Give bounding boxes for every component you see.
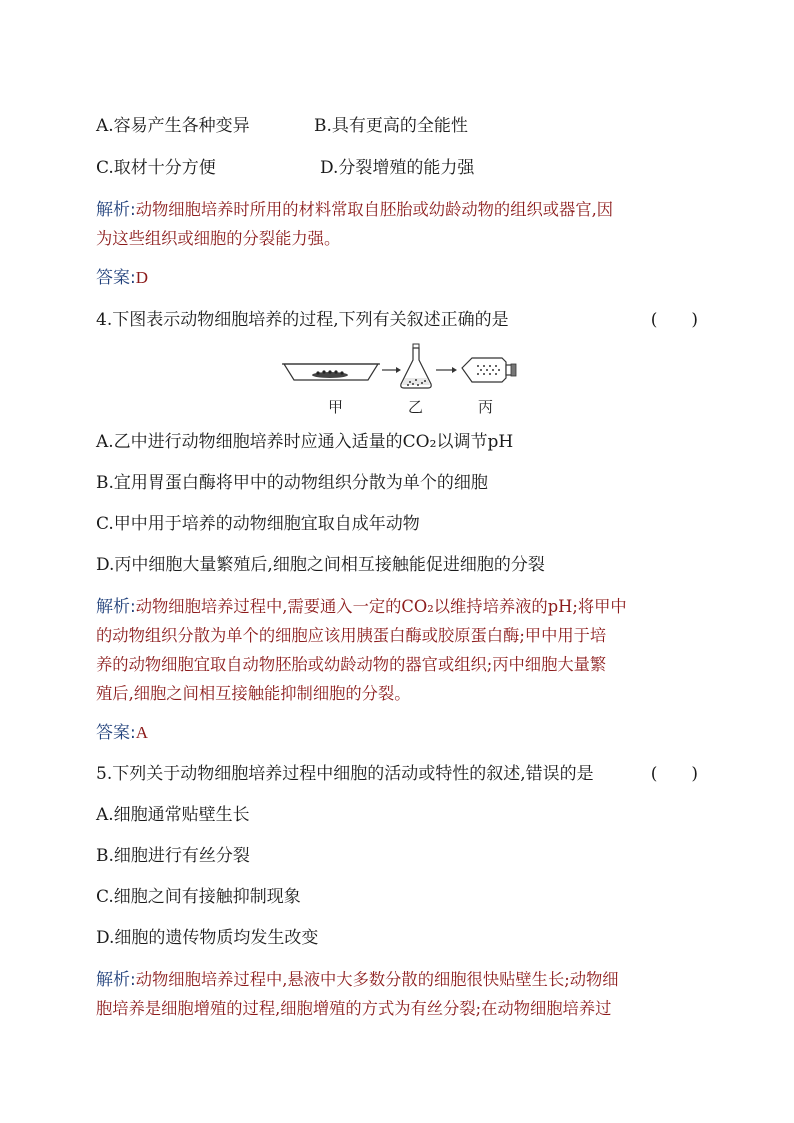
q5-analysis-line-2: 胞培养是细胞增殖的过程,细胞增殖的方式为有丝分裂;在动物细胞培养过 [96, 999, 612, 1018]
diagram-label-yi: 乙 [408, 398, 424, 416]
q4-answer [96, 721, 148, 745]
q5-analysis-line-1 [96, 968, 619, 992]
q4-option-d: D.丙中细胞大量繁殖后,细胞之间相互接触能促进细胞的分裂 [96, 555, 545, 575]
q5-option-d: D.细胞的遗传物质均发生改变 [96, 928, 319, 948]
q4-analysis-line-3: 养的动物细胞宜取自动物胚胎或幼龄动物的器官或组织;丙中细胞大量繁 [96, 655, 607, 674]
q3-option-c: C.取材十分方便 [96, 158, 216, 178]
q3-option-b: B.具有更高的全能性 [314, 116, 468, 136]
q5-option-a: A.细胞通常贴壁生长 [96, 805, 250, 825]
q5-stem: 5.下列关于动物细胞培养过程中细胞的活动或特性的叙述,错误的是 [96, 764, 594, 784]
q4-analysis-text-1: 动物细胞培养过程中,需要通入一定的CO₂以维持培养液的pH;将甲中 [135, 597, 627, 616]
q5-analysis-label: 解析: [96, 970, 136, 990]
cell-culture-diagram-svg [280, 342, 520, 394]
diagram-label-jia: 甲 [328, 398, 344, 416]
q5-option-c: C.细胞之间有接触抑制现象 [96, 887, 301, 907]
q3-analysis-label: 解析: [96, 200, 136, 220]
culture-flask-icon [462, 358, 516, 382]
q4-analysis-line-1 [96, 595, 627, 619]
q3-answer-label: 答案: [96, 268, 136, 288]
q3-answer [96, 266, 148, 290]
flask-icon [401, 344, 431, 388]
q4-analysis-line-2: 的动物组织分散为单个的细胞应该用胰蛋白酶或胶原蛋白酶;甲中用于培 [96, 626, 607, 645]
diagram-label-bing: 丙 [478, 398, 494, 416]
q5-answer-paren: ( ) [650, 764, 698, 784]
q4-stem: 4.下图表示动物细胞培养的过程,下列有关叙述正确的是 [96, 310, 509, 330]
q5-analysis-text-1: 动物细胞培养过程中,悬液中大多数分散的细胞很快贴壁生长;动物细 [135, 970, 619, 989]
q4-option-c: C.甲中用于培养的动物细胞宜取自成年动物 [96, 514, 420, 534]
arrow-icon [436, 367, 457, 373]
q3-answer-value: D [135, 268, 149, 287]
arrow-icon [382, 367, 401, 373]
q4-answer-paren: ( ) [650, 310, 698, 330]
cell-culture-diagram [280, 342, 520, 418]
q4-option-a: A.乙中进行动物细胞培养时应通入适量的CO₂以调节pH [96, 432, 514, 452]
q4-analysis-label: 解析: [96, 597, 136, 617]
q4-answer-value: A [135, 723, 149, 742]
q3-analysis-line-2: 为这些组织或细胞的分裂能力强。 [96, 229, 341, 248]
q3-option-d: D.分裂增殖的能力强 [320, 158, 475, 178]
q4-option-b: B.宜用胃蛋白酶将甲中的动物组织分散为单个的细胞 [96, 473, 488, 493]
q5-option-b: B.细胞进行有丝分裂 [96, 846, 250, 866]
q4-analysis-line-4: 殖后,细胞之间相互接触能抑制细胞的分裂。 [96, 684, 411, 703]
q4-answer-label: 答案: [96, 723, 136, 743]
petri-dish-icon [282, 364, 380, 380]
q3-option-a: A.容易产生各种变异 [96, 116, 250, 136]
q3-analysis-line-1 [96, 198, 613, 222]
q3-analysis-text-1: 动物细胞培养时所用的材料常取自胚胎或幼龄动物的组织或器官,因 [135, 200, 614, 219]
